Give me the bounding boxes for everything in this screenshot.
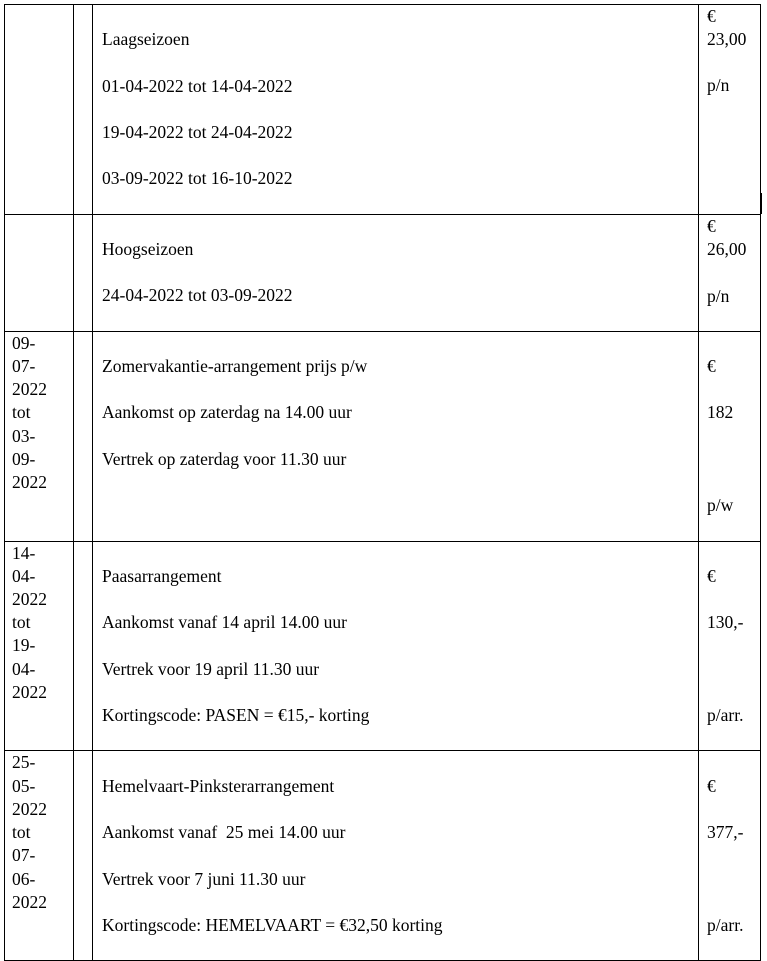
description-line: Vertrek op zaterdag voor 11.30 uur — [102, 448, 347, 469]
arrangement-title: Paasarrangement — [102, 565, 222, 586]
price-cell — [699, 214, 761, 331]
price-amount: 26,00 — [707, 239, 747, 260]
blank-cell — [74, 331, 93, 541]
arrangement-title: Zomervakantie-arrangement prijs p/w — [102, 356, 368, 377]
description-line: 03-09-2022 tot 16-10-2022 — [102, 168, 293, 189]
table-row — [5, 541, 761, 751]
price-currency: € — [707, 215, 716, 236]
description-line: Vertrek voor 7 juni 11.30 uur — [102, 868, 306, 889]
blank-cell — [74, 751, 93, 961]
arrangement-title: Hemelvaart-Pinksterarrangement — [102, 775, 335, 796]
date-range: 14- 04- 2022 tot 19- 04- 2022 — [12, 542, 47, 702]
description-line: 19-04-2022 tot 24-04-2022 — [102, 122, 293, 143]
description-cell — [93, 5, 699, 215]
price-cell — [699, 5, 761, 215]
date-range: 09- 07- 2022 tot 03- 09- 2022 — [12, 332, 47, 493]
date-cell — [5, 5, 74, 215]
table-row — [5, 751, 761, 961]
description-cell — [93, 751, 699, 961]
price-amount: 377,- — [707, 822, 744, 843]
table-row — [5, 331, 761, 541]
description-line: 01-04-2022 tot 14-04-2022 — [102, 75, 293, 96]
table-row — [5, 214, 761, 331]
description-line: Aankomst vanaf 14 april 14.00 uur — [102, 612, 347, 633]
rates-table — [4, 4, 761, 961]
price-cell — [699, 541, 761, 751]
season-title: Hoogseizoen — [102, 239, 194, 260]
cursor-mark — [761, 193, 762, 214]
price-currency: € — [707, 6, 716, 26]
description-cell — [93, 214, 699, 331]
description-cell — [93, 541, 699, 751]
price-unit: p/w — [707, 495, 734, 516]
discount-code-line: Kortingscode: HEMELVAART = €32,50 korting — [102, 914, 443, 935]
discount-code-line: Kortingscode: PASEN = €15,- korting — [102, 705, 370, 726]
description-line: Aankomst op zaterdag na 14.00 uur — [102, 402, 352, 423]
blank-cell — [74, 214, 93, 331]
price-unit: p/n — [707, 74, 730, 95]
blank-cell — [74, 5, 93, 215]
date-cell — [5, 751, 74, 961]
blank-cell — [74, 541, 93, 751]
price-currency: € — [707, 565, 716, 586]
season-title: Laagseizoen — [102, 29, 190, 50]
price-unit: p/arr. — [707, 914, 744, 935]
table-row — [5, 5, 761, 215]
price-amount: 182 — [707, 402, 734, 423]
price-currency: € — [707, 775, 716, 796]
price-amount: 130,- — [707, 612, 744, 633]
description-line: 24-04-2022 tot 03-09-2022 — [102, 285, 293, 306]
date-range: 25- 05- 2022 tot 07- 06- 2022 — [12, 752, 47, 912]
price-amount: 23,00 — [707, 29, 747, 50]
price-unit: p/n — [707, 285, 730, 306]
price-cell — [699, 331, 761, 541]
price-currency: € — [707, 356, 716, 377]
date-cell — [5, 541, 74, 751]
date-cell — [5, 331, 74, 541]
description-line: Vertrek voor 19 april 11.30 uur — [102, 658, 320, 679]
description-line: Aankomst vanaf 25 mei 14.00 uur — [102, 822, 346, 843]
price-unit: p/arr. — [707, 705, 744, 726]
description-cell — [93, 331, 699, 541]
date-cell — [5, 214, 74, 331]
price-cell — [699, 751, 761, 961]
